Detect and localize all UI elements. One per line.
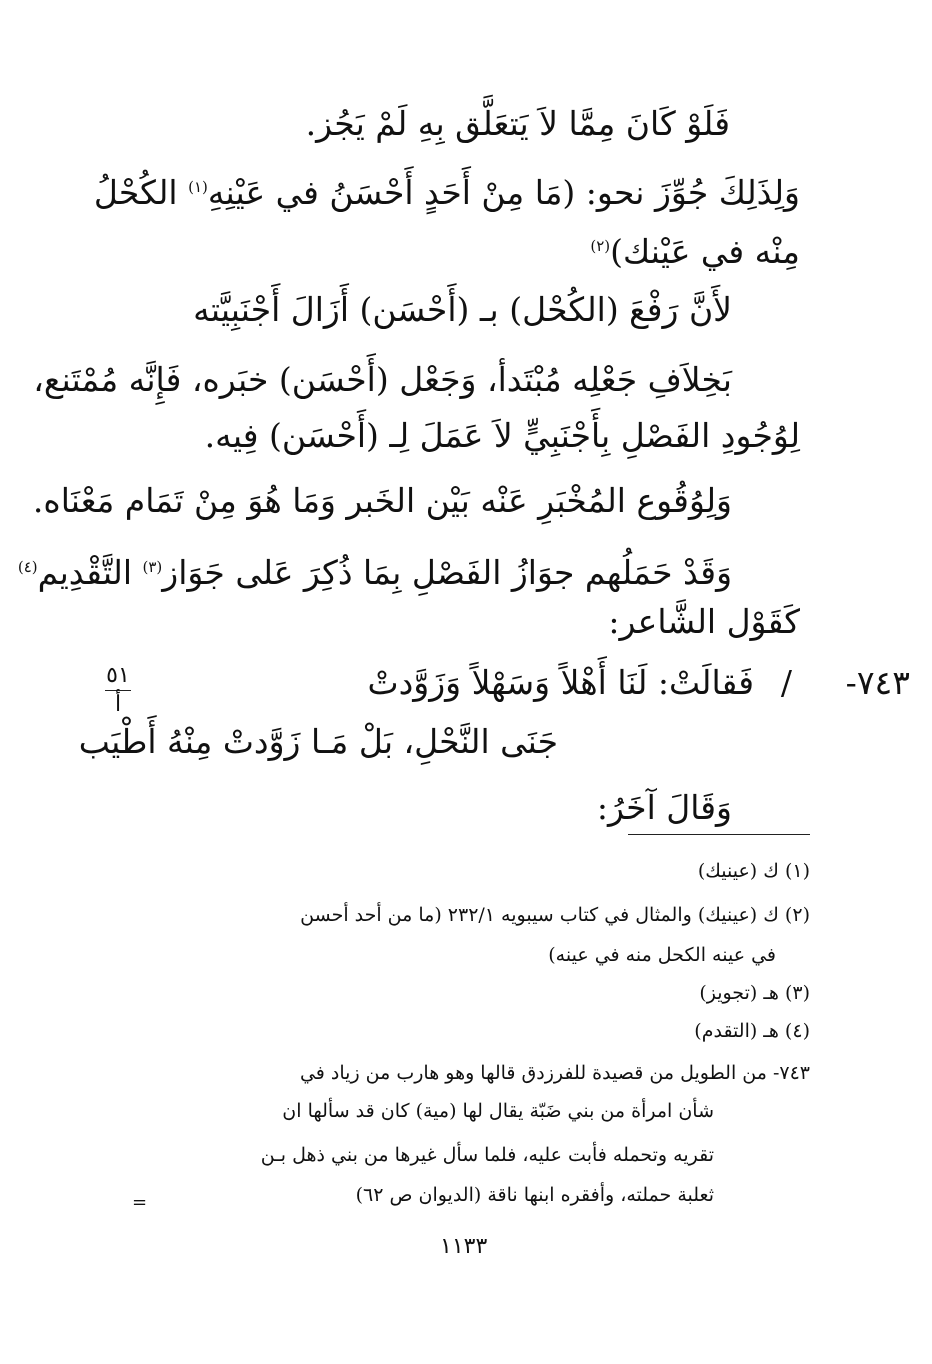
footnote-ref-4: (٤) bbox=[17, 558, 38, 576]
text-line-2 bbox=[94, 165, 800, 215]
text-line-after-verse: وَقَالَ آخَرُ: bbox=[596, 788, 732, 827]
verse-hemistich-1: فَقالَتْ: لَنَا أَهْلاً وَسَهْلاً وَزَوَّدتْ bbox=[367, 663, 754, 702]
continuation-mark: = bbox=[132, 1192, 148, 1213]
text-line-1: فَلَوْ كَانَ مِمَّا لاَ يَتعَلَّق بِهِ لَمْ يَجُز. bbox=[305, 104, 730, 143]
text-line-3-text: مِنْه في عَيْنك) bbox=[610, 232, 800, 271]
footnote-743-line-3: تقريه وتحمله فأبت عليه، فلما سأل غيرها من بني ذهل بـن bbox=[260, 1144, 714, 1166]
footnote-ref-2: (٢) bbox=[590, 237, 611, 255]
footnote-3: (٣) هـ (تجويز) bbox=[699, 982, 810, 1004]
text-line-2-part-b: الكُحْلُ bbox=[93, 173, 178, 212]
text-line-3 bbox=[590, 224, 800, 274]
footnote-743-line-2: شأن امرأة من بني ضَبّة يقال لها (مية) كان قد سألها ان bbox=[282, 1100, 714, 1122]
text-line-2-part-a: وَلِذَلِكَ جُوِّزَ نحو: (مَا مِنْ أَحَدٍ أَحْسَنُ في عَيْنِهِ bbox=[207, 173, 800, 212]
text-line-4: لأَنَّ رَفْعَ (الكُحْل) بـ (أَحْسَن) أَزَالَ أَجْنَبِيَّته bbox=[193, 290, 732, 329]
text-line-9: كَقَوْل الشَّاعر: bbox=[608, 602, 800, 641]
verse-slash: / bbox=[780, 663, 792, 702]
text-line-7: وَلِوُقُوع المُخْبَرِ عَنْه بَيْن الخَبر وَمَا هُوَ مِنْ تَمَام مَعْنَاه. bbox=[32, 481, 732, 520]
margin-folio-divider bbox=[105, 690, 131, 691]
footnote-2: (٢) ك (عينيك) والمثال في كتاب سيبويه ٢٣٢/١ (ما من أحد أحسن bbox=[300, 904, 810, 926]
margin-folio-number: ٥١ bbox=[106, 663, 130, 688]
text-line-8-part-b: التَّقْدِيم bbox=[37, 553, 132, 592]
footnote-4: (٤) هـ (التقدم) bbox=[694, 1020, 810, 1042]
text-line-8-part-a: وَقَدْ حَمَلُهم جوَازُ الفَصْلِ بِمَا ذُكِرَ عَلى جَوَاز bbox=[162, 553, 732, 592]
margin-folio-ref bbox=[103, 664, 133, 717]
footnote-2-continued: في عينه الكحل منه في عينه) bbox=[548, 944, 776, 966]
verse-number: ٧٤٣- bbox=[845, 663, 910, 702]
verse-hemistich-2: جَنَى النَّحْلِ، بَلْ مَـا زَوَّدتْ مِنْهُ أَطْيَب bbox=[78, 722, 558, 761]
footnote-separator bbox=[628, 834, 810, 835]
footnote-ref-1: (١) bbox=[188, 178, 208, 196]
footnote-743-line-4: ثعلبة حملته، وأفقره ابنها ناقة (الديوان ص ٦٢) bbox=[355, 1184, 714, 1206]
text-line-5: بَخِلاَفِ جَعْلِه مُبْتَدأ، وَجَعْل (أَحْسَن) خبَره، فَإِنَّه مُمْتَنع، bbox=[33, 360, 732, 399]
footnote-743: ٧٤٣- من الطويل من قصيدة للفرزدق قالها وهو هارب من زياد في bbox=[299, 1062, 810, 1084]
text-line-8 bbox=[18, 545, 732, 595]
page-number: ١١٣٣ bbox=[440, 1234, 488, 1259]
margin-folio-side: أ bbox=[114, 692, 122, 717]
footnote-ref-3: (٣) bbox=[142, 558, 163, 576]
footnote-1: (١) ك (عينيك) bbox=[697, 860, 810, 882]
text-line-6: لِوُجُودِ الفَصْلِ بِأَجْنَبِيٍّ لاَ عَمَلَ لِـ (أَحْسَن) فِيه. bbox=[204, 416, 800, 455]
